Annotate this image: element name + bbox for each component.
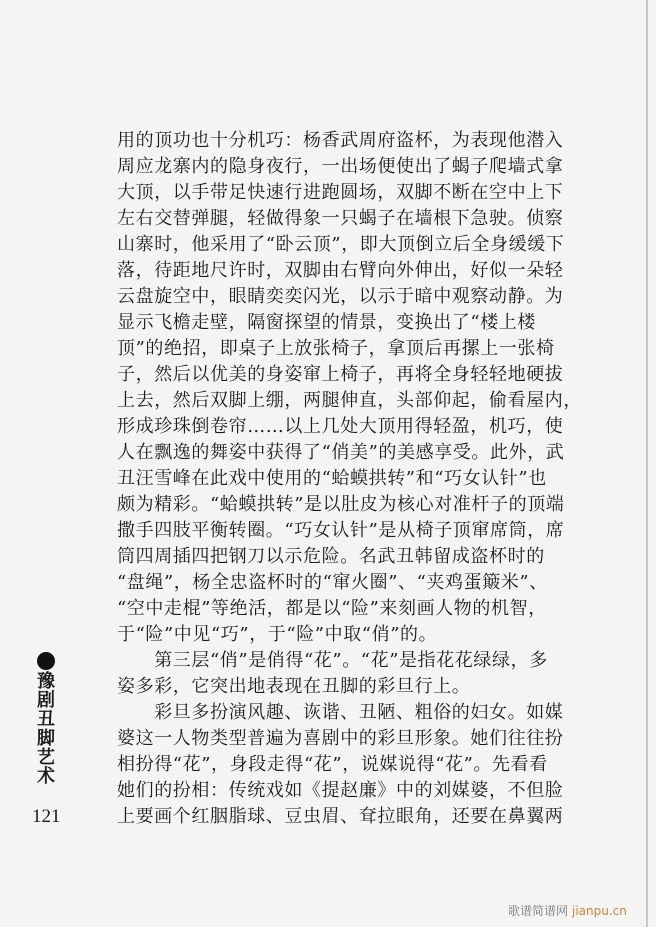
text-line: 子，然后以优美的身姿窜上椅子，再将全身轻轻地硬拔 bbox=[117, 364, 564, 385]
running-title-char: 脚 bbox=[37, 728, 55, 749]
body-text bbox=[117, 128, 582, 830]
text-line: 用的顶功也十分机巧：杨香武周府盗杯，为表现他潜入 bbox=[117, 130, 564, 151]
text-line: 顶”的绝招，即桌子上放张椅子，拿顶后再摞上一张椅 bbox=[117, 338, 555, 359]
text-line: 筒四周插四把钢刀以示危险。名武丑韩留成盗杯时的 bbox=[117, 546, 545, 567]
running-title-char: 丑 bbox=[37, 709, 55, 730]
text-line: 落，待距地尺许时，双脚由右臂向外伸出，好似一朵轻 bbox=[117, 260, 564, 281]
page-number: 121 bbox=[32, 806, 61, 827]
text-line: 上去，然后双脚上绷，两腿伸直，头部仰起，偷看屋内， bbox=[117, 390, 582, 411]
text-line: 人在飘逸的舞姿中获得了“俏美”的美感享受。此外，武 bbox=[117, 442, 565, 463]
text-line: 丑汪雪峰在此戏中使用的“蛤蟆拱转”和“巧女认针”也 bbox=[117, 468, 547, 489]
text-line: 左右交替弹腿，轻做得象一只蝎子在墙根下急驶。侦察 bbox=[117, 208, 564, 229]
text-line: 形成珍珠倒卷帘……以上几处大顶用得轻盈，机巧，使 bbox=[117, 416, 564, 437]
text-line: 显示飞檐走壁，隔窗探望的情景，变换出了“楼上楼 bbox=[117, 312, 536, 333]
running-title-char: 剧 bbox=[37, 690, 55, 711]
text-line: “空中走棍”等绝活，都是以“险”来刻画人物的机智， bbox=[117, 598, 547, 619]
text-line: 彩旦多扮演风趣、诙谐、丑陋、粗俗的妇女。如媒 bbox=[117, 702, 564, 723]
running-title bbox=[33, 672, 59, 786]
text-line: 撒手四肢平衡转圈。“巧女认针”是从椅子顶窜席筒，席 bbox=[117, 520, 565, 541]
watermark bbox=[508, 902, 627, 919]
text-line: 相扮得“花”，身段走得“花”，说媒说得“花”。先看看 bbox=[117, 754, 548, 775]
running-title-char: 豫 bbox=[37, 671, 55, 692]
text-line: 大顶，以手带足快速行进跑圆场，双脚不断在空中上下 bbox=[117, 182, 564, 203]
text-line: 婆这一人物类型普遍为喜剧中的彩旦形象。她们往往扮 bbox=[117, 728, 564, 749]
watermark-name: 歌谱简谱网 bbox=[508, 904, 569, 918]
scan-edge bbox=[646, 0, 648, 927]
text-line: 姿多彩，它突出地表现在丑脚的彩旦行上。 bbox=[117, 676, 471, 697]
text-line: 山寨时，他采用了“卧云顶”，即大顶倒立后全身缓缓下 bbox=[117, 234, 565, 255]
bullet-dot-icon bbox=[37, 652, 55, 670]
text-line: 于“险”中见“巧”，于“险”中取“俏”的。 bbox=[117, 624, 438, 645]
text-line: 第三层“俏”是俏得“花”。“花”是指花花绿绿，多 bbox=[117, 650, 548, 671]
text-line: 云盘旋空中，眼睛奕奕闪光，以示于暗中观察动静。为 bbox=[117, 286, 564, 307]
running-title-char: 术 bbox=[37, 766, 55, 787]
running-title-char: 艺 bbox=[37, 747, 55, 768]
text-line: “盘绳”，杨全忠盗杯时的“窜火圈”、“夹鸡蛋簸米”、 bbox=[117, 572, 548, 593]
running-title-sidebar bbox=[33, 652, 59, 786]
text-line: 她们的扮相：传统戏如《提赵廉》中的刘媒婆，不但脸 bbox=[117, 780, 564, 801]
text-line: 上要画个红胭脂球、豆虫眉、耷拉眼角，还要在鼻翼两 bbox=[117, 806, 564, 827]
text-line: 颇为精彩。“蛤蟆拱转”是以肚皮为核心对准杆子的顶端 bbox=[117, 494, 565, 515]
watermark-url: jianpu.cn bbox=[572, 904, 627, 918]
text-line: 周应龙寨内的隐身夜行，一出场便使出了蝎子爬墙式拿 bbox=[117, 156, 564, 177]
